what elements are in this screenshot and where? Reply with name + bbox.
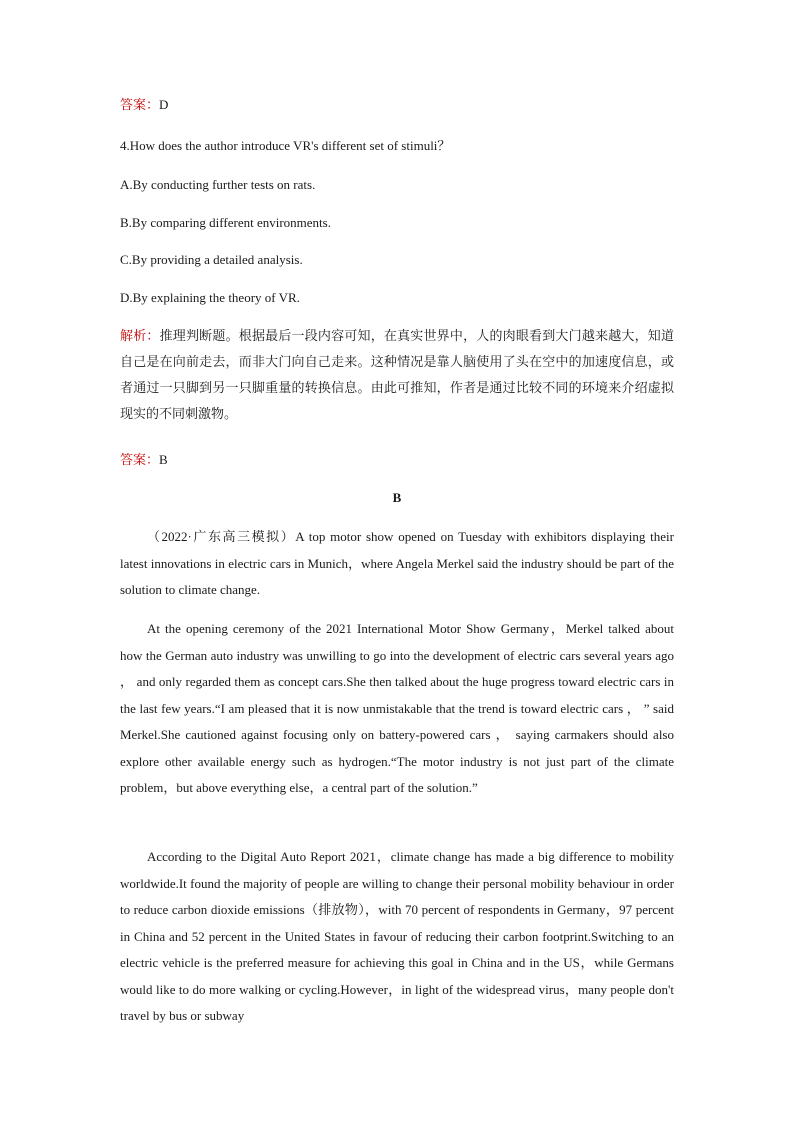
option-d: D.By explaining the theory of VR. xyxy=(120,290,300,305)
answer-label: 答案： xyxy=(120,98,160,113)
answer-label: 答案： xyxy=(120,453,160,468)
passage-paragraph-2: At the opening ceremony of the 2021 International Motor Show Germany，Merkel talked about how the German auto industry was unwilling to go into the development of electric cars several years ago ， and only regarded them as concept cars.She then talked about the huge progress toward electric cars in the last few years.“I am pleased that it is now unmistakable that the trend is toward electric cars ， ” said Merkel.She cautioned against focusing only on battery-powered cars ， saying carmakers should also explore other available energy such as hydrogen.“The motor industry is not just part of the climate problem，but above everything else，a central part of the solution.” xyxy=(120,621,674,795)
answer-value: D xyxy=(159,97,169,112)
question-stem: 4.How does the author introduce VR's different set of stimuli？ xyxy=(120,138,451,153)
option-b: B.By comparing different environments. xyxy=(120,215,331,230)
option-a: A.By conducting further tests on rats. xyxy=(120,177,316,192)
option-c: C.By providing a detailed analysis. xyxy=(120,252,303,267)
passage-paragraph-3: According to the Digital Auto Report 2021，climate change has made a big difference to mobility worldwide.It found the majority of people are willing to change their personal mobility behaviour in order to reduce carbon dioxide emissions（排放物），with 70 percent of respondents in Germany，97 percent in China and 52 percent in the United States in favour of reducing their carbon footprint.Switching to an electric vehicle is the preferred measure for achieving this goal in China and in the US，while Germans would like to do more walking or cycling.However，in light of the widespread virus，many people don't travel by bus or subway xyxy=(120,849,674,1023)
answer-line-2 xyxy=(120,452,168,469)
section-heading: B xyxy=(392,490,402,505)
answer-value: B xyxy=(159,452,168,467)
analysis-text: 推理判断题。根据最后一段内容可知，在真实世界中，人的肉眼看到大门越来越大，知道自己是在向前走去，而非大门向自己走来。这种情况是靠人脑使用了头在空中的加速度信息，或者通过一只脚到另一只脚重量的转换信息。由此可推知，作者是通过比较不同的环境来介绍虚拟现实的不同刺激物。 xyxy=(120,329,674,422)
passage-paragraph-1: （2022·广东高三模拟）A top motor show opened on Tuesday with exhibitors displaying their latest innovations in electric cars in Munich，where Angela Merkel said the industry should be part of the solution to climate change. xyxy=(120,529,674,597)
answer-line-1 xyxy=(120,97,168,114)
analysis-label: 解析： xyxy=(120,329,160,344)
analysis-block xyxy=(120,324,674,428)
